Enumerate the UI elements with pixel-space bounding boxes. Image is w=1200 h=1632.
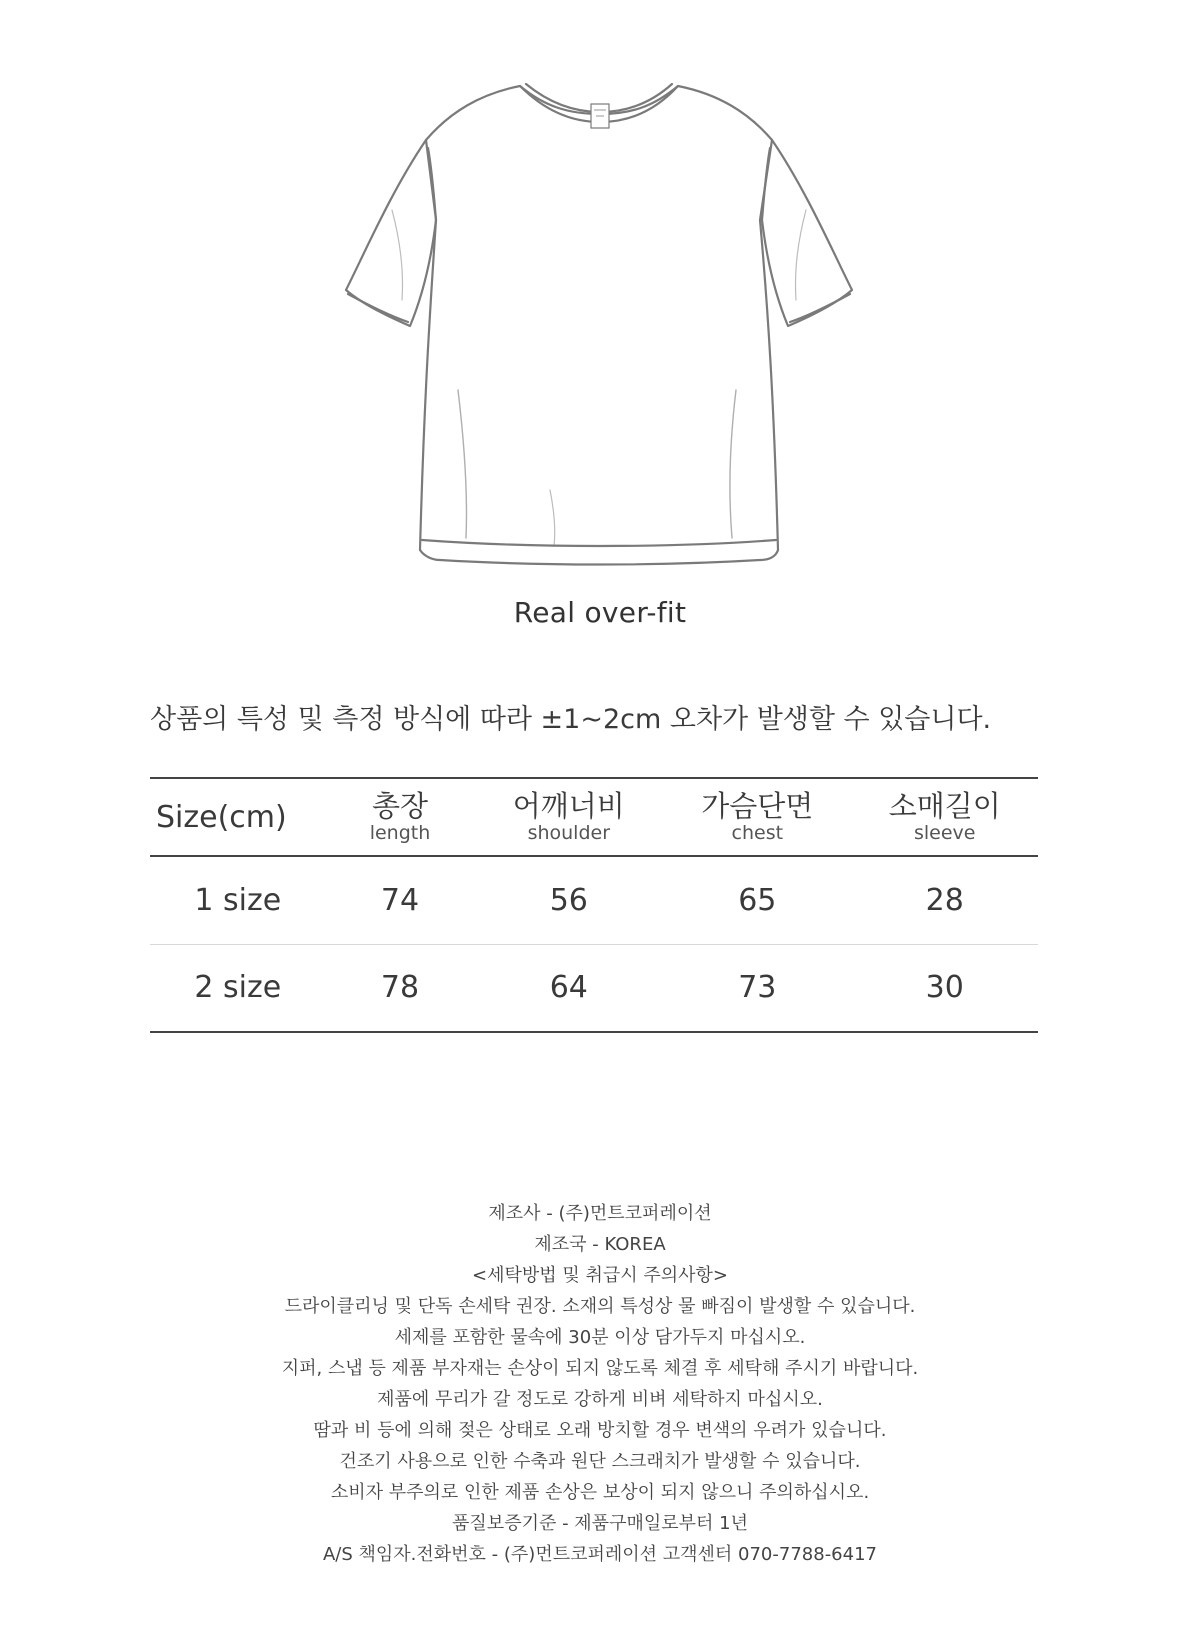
warranty-line: 품질보증기준 - 제품구매일로부터 1년	[452, 1513, 748, 1534]
care-instruction: 소비자 부주의로 인한 제품 손상은 보상이 되지 않으니 주의하십시오.	[330, 1482, 870, 1503]
size-chart-header-row	[150, 778, 1038, 856]
care-instruction: 땀과 비 등에 의해 젖은 상태로 오래 방치할 경우 변색의 우려가 있습니다.	[313, 1420, 887, 1441]
measurement-notice: 상품의 특성 및 측정 방식에 따라 ±1~2cm 오차가 발생할 수 있습니다.	[150, 704, 992, 735]
size-label-cell: 2 size	[150, 944, 326, 1032]
length-cell: 78	[326, 944, 475, 1032]
length-cell: 74	[326, 856, 475, 944]
fit-caption: Real over-fit	[513, 596, 687, 629]
shoulder-cell: 56	[474, 856, 663, 944]
column-header-ko: 총장	[371, 789, 428, 823]
size-chart-table	[150, 777, 1038, 1033]
column-header-length	[326, 778, 475, 856]
customer-service-line: A/S 책임자.전화번호 - (주)먼트코퍼레이션 고객센터 070-7788-6417	[322, 1544, 877, 1565]
column-header-chest	[663, 778, 851, 856]
column-header-ko: 어깨너비	[512, 789, 625, 823]
sleeve-cell: 28	[851, 856, 1038, 944]
column-header-en: shoulder	[527, 822, 611, 844]
sleeve-cell: 30	[851, 944, 1038, 1032]
origin-line: 제조국 - KOREA	[534, 1234, 666, 1255]
chest-cell: 65	[663, 856, 851, 944]
product-info-footer	[0, 1198, 1200, 1570]
column-header-sleeve	[851, 778, 1038, 856]
care-instruction: 제품에 무리가 갈 정도로 강하게 비벼 세탁하지 마십시오.	[377, 1389, 823, 1410]
table-row	[150, 856, 1038, 944]
care-heading: <세탁방법 및 취급시 주의사항>	[472, 1265, 728, 1286]
column-header-shoulder	[474, 778, 663, 856]
chest-cell: 73	[663, 944, 851, 1032]
column-header-ko: 소매길이	[888, 789, 1001, 823]
column-header-en: chest	[731, 822, 784, 844]
table-row	[150, 944, 1038, 1032]
care-instruction: 세제를 포함한 물속에 30분 이상 담가두지 마십시오.	[394, 1327, 806, 1348]
tshirt-illustration	[340, 70, 860, 590]
column-header-en: sleeve	[913, 822, 976, 844]
column-header-en: length	[369, 822, 431, 844]
size-label-cell: 1 size	[150, 856, 326, 944]
care-instruction: 건조기 사용으로 인한 수축과 원단 스크래치가 발생할 수 있습니다.	[339, 1451, 861, 1472]
care-instruction: 드라이클리닝 및 단독 손세탁 권장. 소재의 특성상 물 빠짐이 발생할 수 있습니다.	[284, 1296, 916, 1317]
column-header-ko: 가슴단면	[701, 789, 814, 823]
shoulder-cell: 64	[474, 944, 663, 1032]
care-instruction: 지퍼, 스냅 등 제품 부자재는 손상이 되지 않도록 체결 후 세탁해 주시기 바랍니다.	[281, 1358, 919, 1379]
size-header: Size(cm)	[150, 778, 326, 856]
manufacturer-line: 제조사 - (주)먼트코퍼레이션	[488, 1203, 712, 1224]
